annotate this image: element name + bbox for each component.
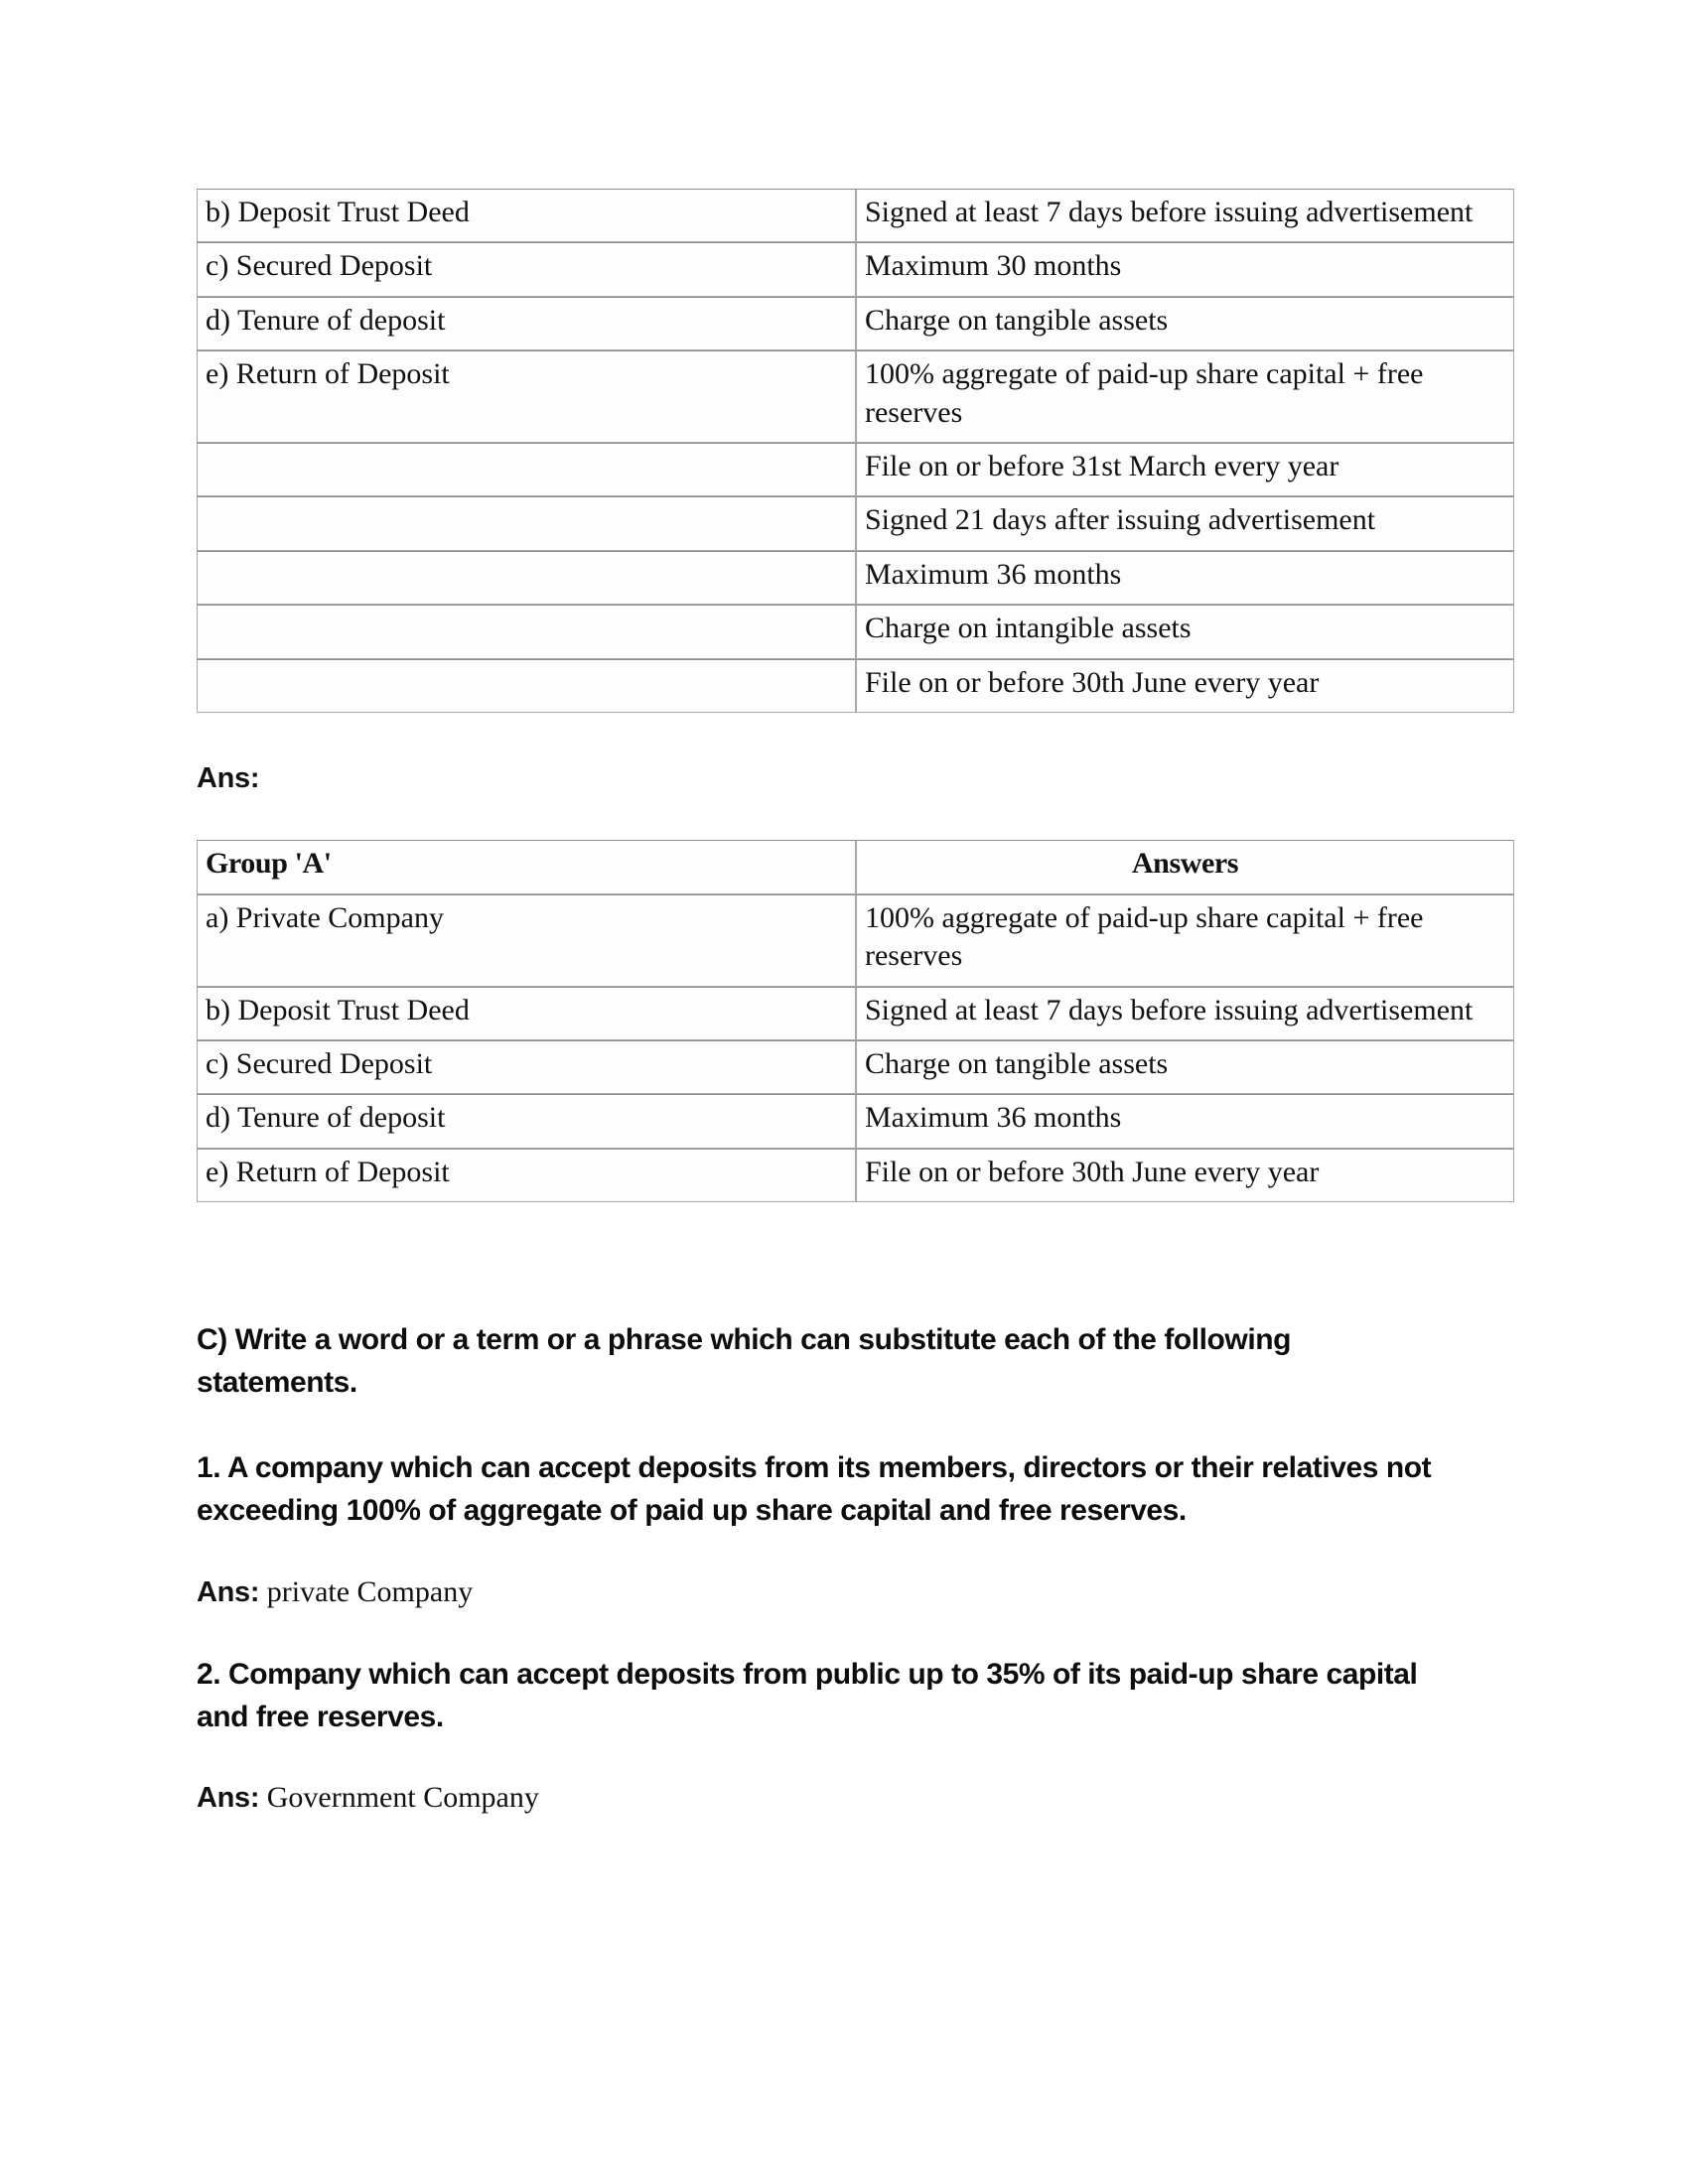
table-cell-left: b) Deposit Trust Deed (197, 189, 856, 242)
column-header-group-a: Group 'A' (197, 840, 856, 893)
table-row (197, 1094, 1514, 1148)
column-header-answers: Answers (856, 840, 1514, 893)
table-row (197, 551, 1514, 605)
section-c-question-2: 2. Company which can accept deposits from public up to 35% of its paid-up share capital and free reserves. (197, 1658, 1418, 1733)
table-cell-left: d) Tenure of deposit (197, 1094, 856, 1148)
document-content (197, 189, 1487, 1819)
table-row (197, 659, 1514, 713)
table-cell-right: Charge on tangible assets (856, 297, 1514, 350)
table-row (197, 443, 1514, 496)
answers-table-body (197, 840, 1514, 1202)
ans-value-text: private Company (266, 1574, 474, 1608)
table-row (197, 297, 1514, 350)
table-cell-left: a) Private Company (197, 894, 856, 987)
table-row (197, 1040, 1514, 1094)
table-row (197, 987, 1514, 1040)
table-cell-right: File on or before 30th June every year (856, 659, 1514, 713)
table-row (197, 894, 1514, 987)
table-row (197, 350, 1514, 443)
table-cell-left: e) Return of Deposit (197, 350, 856, 443)
table-cell-left (197, 659, 856, 713)
table-row (197, 242, 1514, 296)
table-header-row (197, 840, 1514, 893)
table-cell-right: Charge on intangible assets (856, 605, 1514, 658)
table-cell-left: d) Tenure of deposit (197, 297, 856, 350)
table-cell-right: Signed at least 7 days before issuing advertisement (856, 189, 1514, 242)
section-c-answer-2 (197, 1778, 1487, 1819)
table-cell-right: 100% aggregate of paid-up share capital + free reserves (856, 894, 1514, 987)
section-c-heading: C) Write a word or a term or a phrase which can substitute each of the following statements. (197, 1323, 1291, 1399)
table-cell-right: File on or before 31st March every year (856, 443, 1514, 496)
ans-label-text: Ans: (197, 1782, 260, 1815)
table-row (197, 189, 1514, 242)
section-c-answer-1 (197, 1572, 1487, 1613)
table-cell-left (197, 551, 856, 605)
table-cell-right: Signed 21 days after issuing advertisement (856, 496, 1514, 550)
table-cell-left: b) Deposit Trust Deed (197, 987, 856, 1040)
table-cell-right: Maximum 30 months (856, 242, 1514, 296)
section-c-question-1: 1. A company which can accept deposits from its members, directors or their relatives not exceeding 100% of aggregate of paid up share capital and free reserves. (197, 1451, 1432, 1527)
matching-pairs-table-body (197, 189, 1514, 713)
table-cell-left (197, 496, 856, 550)
table-cell-left (197, 605, 856, 658)
table-row (197, 605, 1514, 658)
table-cell-left: c) Secured Deposit (197, 1040, 856, 1094)
ans-label-text: Ans: (197, 761, 260, 794)
table-row (197, 496, 1514, 550)
matching-pairs-table (197, 189, 1514, 713)
table-cell-right: File on or before 30th June every year (856, 1149, 1514, 1202)
table-cell-right: Maximum 36 months (856, 551, 1514, 605)
table-row (197, 1149, 1514, 1202)
table-cell-right: Maximum 36 months (856, 1094, 1514, 1148)
table-cell-left: e) Return of Deposit (197, 1149, 856, 1202)
table-cell-left: c) Secured Deposit (197, 242, 856, 296)
ans-value-text: Government Company (266, 1781, 539, 1815)
answer-label-one (197, 758, 1487, 799)
ans-label-text: Ans: (197, 1575, 260, 1608)
table-cell-right: Charge on tangible assets (856, 1040, 1514, 1094)
table-cell-right: 100% aggregate of paid-up share capital + free reserves (856, 350, 1514, 443)
answers-table (197, 840, 1514, 1202)
table-cell-right: Signed at least 7 days before issuing advertisement (856, 987, 1514, 1040)
table-cell-left (197, 443, 856, 496)
